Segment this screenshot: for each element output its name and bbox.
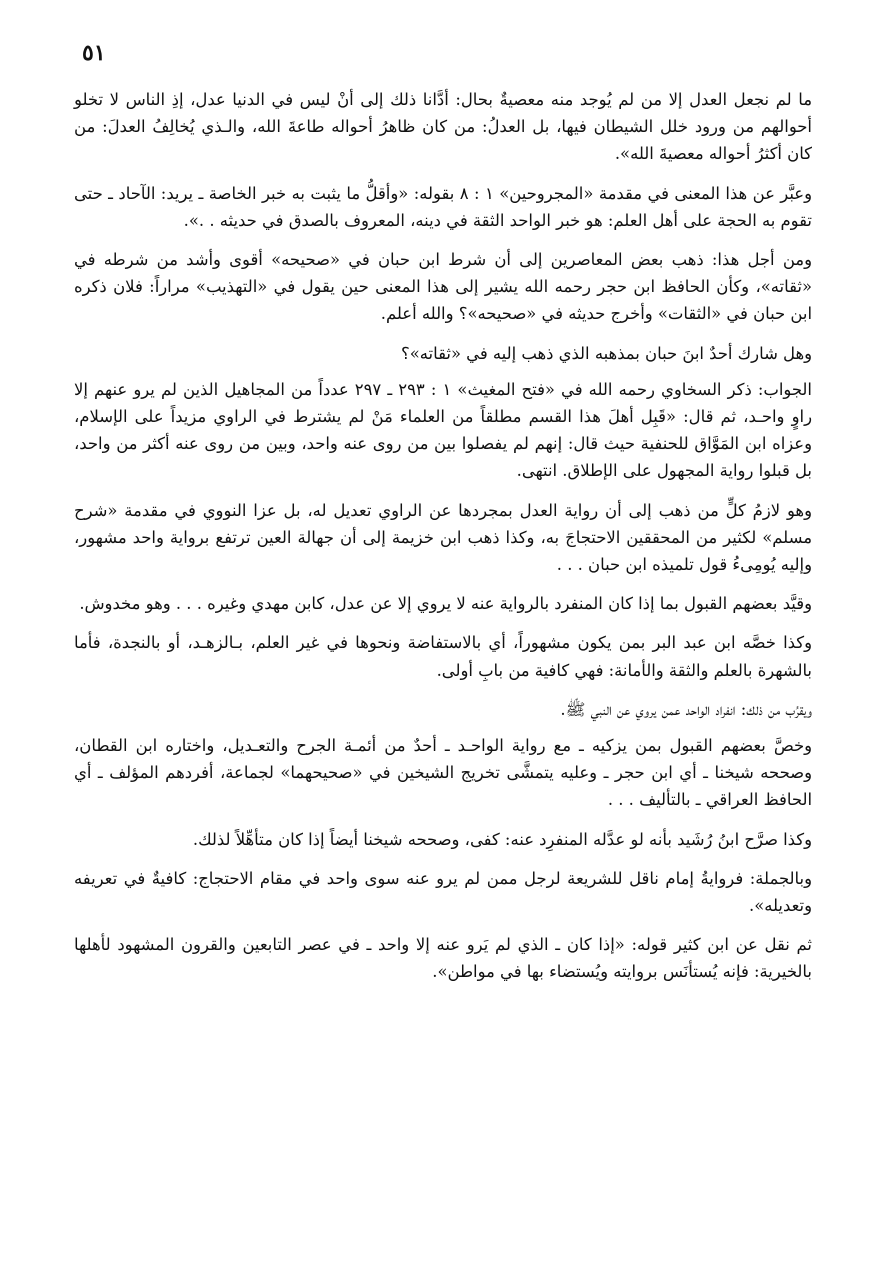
paragraph-2: وعبَّر عن هذا المعنى في مقدمة «المجروحين» ١ : ٨ بقوله: «وأقلُّ ما يثبت به خبر الخاصة ـ يريد: الآحاد ـ حتى تقوم به الحجة على أهل العلم: هو خبر الواحد الثقة في دينه، المعروف بالصدق في حديثه . .». <box>74 183 812 230</box>
paragraph-1: ما لم نجعل العدل إلا من لم يُوجد منه معصيةٌ بحال: أدَّانا ذلك إلى أنْ ليس في الدنيا عدل، إذِ الناس لا تخلو أحوالهم من ورود خلل الشيطان فيها، بل العدلُ: من كان ظاهرُ أحواله طاعةَ الله، والـذي يُخالِفُ العدلَ: من كان أكثرُ أحواله معصيةَ الله». <box>74 90 812 164</box>
page-number: ٥١ <box>82 40 106 66</box>
paragraph-11: وكذا صرَّح ابنُ رُشَيد بأنه لو عدَّله المنفرِد عنه: كفى، وصححه شيخنا أيضاً إذا كان متأهِّلاً لذلك. <box>192 829 812 849</box>
paragraph-9: ويقرُب من ذلك: انفراد الواحد عمن يروي عن النبي ﷺ. <box>560 699 812 719</box>
paragraph-8: وكذا خصَّه ابن عبد البر بمن يكون مشهوراً، أي بالاستفاضة ونحوها في غير العلم، بـالزهـد، أو بالنجدة، فأما بالشهرة بالعلم والثقة والأمانة: فهي كافية من بابِ أولى. <box>74 633 812 680</box>
paragraph-3: ومن أجل هذا: ذهب بعض المعاصرين إلى أن شرط ابن حبان في «صحيحه» أقوى وأشد من شرطه في «ثقاته»، وكأن الحافظ ابن حجر رحمه الله يشير إلى هذا المعنى حين يقول في «التهذيب» مراراً: فلان ذكره ابن حبان في «الثقات» وأخرج حديثه في «صحيحه»؟ والله أعلم. <box>74 250 812 324</box>
paragraph-13: ثم نقل عن ابن كثير قوله: «إذا كان ـ الذي لم يَرو عنه إلا واحد ـ في عصر التابعين والقرون المشهود لأهلها بالخيرية: فإنه يُستأنَس بروايته ويُستضاء بها في مواطن». <box>74 935 812 982</box>
paragraph-5: الجواب: ذكر السخاوي رحمه الله في «فتح المغيث» ١ : ٢٩٣ ـ ٢٩٧ عدداً من المجاهيل الذين لم يرو عنهم إلا راوٍ واحـد، ثم قال: «قَبِل أهلَ هذا القسم مطلقاً من العلماء مَنْ لم يشترط في الراوي مزيداً على الإسلام، وعزاه ابن المَوَّاق للحنفية حيث قال: إنهم لم يفصلوا بين من روى عنه واحد، وبين من روى عنه أكثر من واحد، بل قبلوا رواية المجهول على الإطلاق. انتهى. <box>74 379 812 481</box>
paragraph-12: وبالجملة: فروايةُ إمام ناقل للشريعة لرجل ممن لم يرو عنه سوى واحد في مقام الاحتجاج: كافيةٌ في تعريفه وتعديله». <box>74 868 812 916</box>
paragraph-6: وهو لازمُ كلٍّ من ذهب إلى أن رواية العدل بمجردها عن الراوي تعديل له، بل عزا النووي في مقدمة «شرح مسلم» لكثير من المحققين الاحتجاجَ به، وكذا ذهب ابن خزيمة إلى أن جهالة العين ترتفع برواية واحد مشهور، وإليه يُومِىءُ قول تلميذه ابن حبان . . . <box>74 500 812 575</box>
paragraph-10: وخصَّ بعضهم القبول بمن يزكيه ـ مع رواية الواحـد ـ أحدٌ من أئمـة الجرح والتعـديل، واختاره ابن القطان، وصححه شيخنا ـ أي ابن حجر ـ وعليه يتمشَّى تخريج الشيخين في «صحيحهما» لجماعة، أفردهم المؤلف ـ أي الحافظ العراقي ـ بالتأليف . . . <box>74 736 812 810</box>
paragraph-7: وقيَّد بعضهم القبول بما إذا كان المنفرد بالرواية عنه لا يروي إلا عن عدل، كابن مهدي وغيره . . . وهو مخدوش. <box>79 594 812 614</box>
body-text <box>74 86 812 998</box>
paragraph-4: وهل شارك أحدٌ ابنَ حبان بمذهبه الذي ذهب إليه في «ثقاته»؟ <box>401 343 812 363</box>
